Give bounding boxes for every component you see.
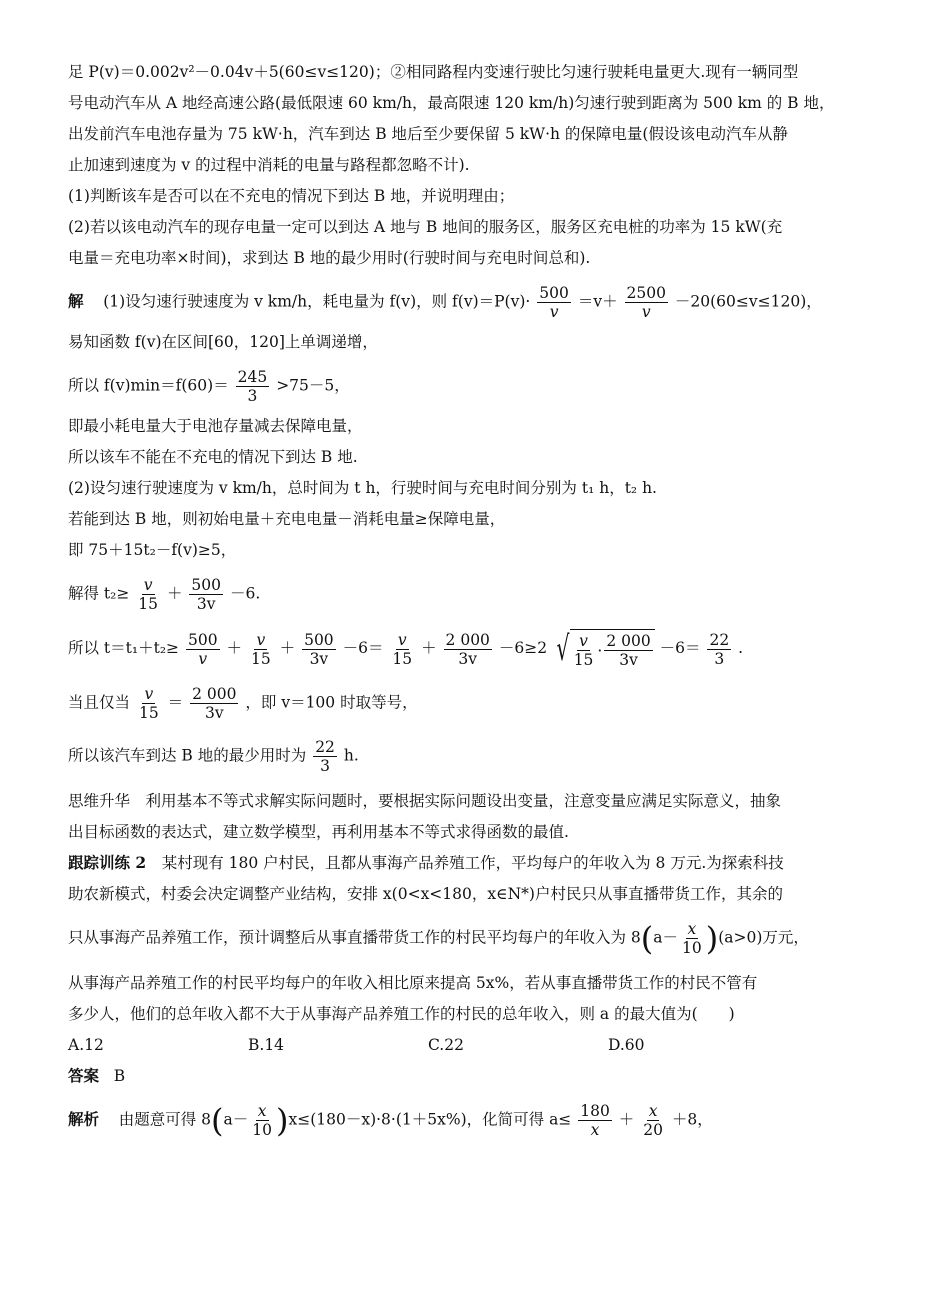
exercise-line-4: 从事海产品养殖工作的村民平均每户的年收入相比原来提高 5x%，若从事直播带货工作的村民不管有 [68,974,758,992]
square-root: √ $\frac{v}{15}$ · $\frac{2 000}{3v}$ [552,629,655,669]
problem-line-2: 号电动汽车从 A 地经高速公路(最低限速 60 km/h，最高限速 120 km/h)匀速行驶到距离为 500 km 的 B 地， [68,94,835,112]
fraction: $\frac{500}{3v}$ [304,630,334,668]
problem-line-3: 出发前汽车电池存量为 75 kW·h，汽车到达 B 地后至少要保留 5 kW·h 的保障电量(假设该电动汽车从静 [68,125,788,143]
document-page [68,62,898,1139]
fraction: $\frac{v}{15}$ [138,576,159,613]
fraction: $\frac{v}{15}$ [392,630,413,668]
exercise-label: 跟踪训练 2 [68,853,147,872]
answer-line [68,1066,898,1086]
answer-label: 答案 [68,1066,100,1085]
solution-step-10: 所以 t＝t₁＋t₂≥ $\frac{500}{v}$ ＋ $\frac{v}{15}$ ＋ $\frac{500}{3v}$ －6＝ $\frac{v}{15}$ ＋ $\frac{2 000}{3v}$ －6≥2 √ $\frac{v}{15}$ · $\frac{2 000}{3v}$ －6＝ $\frac{22}{3}$ . [68,629,744,669]
fraction: $\frac{v}{15}$ [573,632,594,669]
fraction: $\frac{180}{x}$ [580,1102,610,1139]
solution-step-9: 解得 t₂≥ $\frac{v}{15}$ ＋ $\frac{500}{3v}$ －6. [68,576,261,613]
problem-line-4: 止加速到速度为 v 的过程中消耗的电量与路程都忽略不计). [68,156,470,174]
fraction: $\frac{245}{3}$ [237,368,268,405]
solution-step-6: (2)设匀速行驶速度为 v km/h，总时间为 t h，行驶时间与充电时间分别为 t₁ h，t₂ h. [68,479,657,497]
fraction: $\frac{500}{3v}$ [191,576,222,613]
option-c: C.22 [428,1036,464,1054]
answer-value: B [113,1067,126,1085]
analysis-label: 解析 [68,1109,100,1129]
problem-line-1: 足 P(v)＝0.002v²－0.04v＋5(60≤v≤120)；②相同路程内变速行驶比匀速行驶耗电量更大.现有一辆同型 [68,63,799,81]
fraction: $\frac{x}{20}$ [643,1102,663,1139]
exercise-line-3: 只从事海产品养殖工作，预计调整后从事直播带货工作的村民平均每户的年收入为 8(a－ $\frac{x}{10}$ )(a>0)万元， [68,919,809,958]
solution-step-11: 当且仅当 $\frac{v}{15}$ ＝ $\frac{2 000}{3v}$ ，即 v＝100 时取等号， [68,685,418,722]
solution-step-4: 即最小耗电量大于电池存量减去保障电量， [68,417,363,435]
solution-step-2: 易知函数 f(v)在区间[60，120]上单调递增， [68,333,378,351]
option-a: A.12 [68,1036,104,1054]
fraction: $\frac{2 000}{3v}$ [445,630,490,668]
exercise-line-5: 多少人，他们的总年收入都不大于从事海产品养殖工作的村民的总年收入，则 a 的最大值为( ) [68,1005,735,1023]
summary-line-2: 出目标函数的表达式，建立数学模型，再利用基本不等式求得函数的最值. [68,823,569,841]
solution-step-5: 所以该车不能在不充电的情况下到达 B 地. [68,448,358,466]
summary-line-1: 思维升华 利用基本不等式求解实际问题时，要根据实际问题设出变量，注意变量应满足实际意义，抽象 [68,792,782,810]
fraction: $\frac{v}{15}$ [138,685,159,722]
fraction: $\frac{500}{v}$ [187,630,218,668]
solution-step-8: 即 75＋15t₂－f(v)≥5， [68,541,237,559]
option-b: B.14 [248,1036,285,1054]
fraction: $\frac{500}{v}$ [539,284,569,321]
solution-step-1: 解 (1)设匀速行驶速度为 v km/h，耗电量为 f(v)，则 f(v)＝P(v)· $\frac{500}{v}$ ＝v＋ $\frac{2500}{v}$ －20(60≤v≤120)， [68,284,822,321]
fraction: $\frac{2 000}{3v}$ [606,632,651,669]
question-2-line-2: 电量＝充电功率×时间)，求到达 B 地的最少用时(行驶时间与充电时间总和). [68,249,591,267]
fraction: $\frac{22}{3}$ [709,630,730,668]
solution-step-3: 所以 f(v)min＝f(60)＝ $\frac{245}{3}$ >75－5， [68,368,350,405]
fraction: $\frac{22}{3}$ [315,738,335,775]
fraction: $\frac{2 000}{3v}$ [192,685,237,722]
solution-step-12: 所以该汽车到达 B 地的最少用时为 $\frac{22}{3}$ h. [68,738,359,775]
question-1: (1)判断该车是否可以在不充电的情况下到达 B 地，并说明理由； [68,187,515,205]
question-2-line-1: (2)若以该电动汽车的现存电量一定可以到达 A 地与 B 地间的服务区，服务区充电桩的功率为 15 kW(充 [68,218,783,236]
answer-options [68,1035,898,1055]
fraction: $\frac{2500}{v}$ [626,284,666,321]
exercise-line-1: 跟踪训练 2 某村现有 180 户村民，且都从事海产品养殖工作，平均每户的年收入为 8 万元.为探索科技 [68,853,784,872]
fraction: $\frac{x}{10}$ [252,1102,272,1139]
fraction: $\frac{x}{10}$ [682,920,702,957]
exercise-line-2: 助农新模式，村委会决定调整产业结构，安排 x(0<x<180，x∈N*)户村民只从事直播带货工作，其余的 [68,885,783,903]
option-d: D.60 [608,1036,645,1054]
fraction: $\frac{v}{15}$ [250,630,271,668]
solution-step-7: 若能到达 B 地，则初始电量＋充电电量－消耗电量≥保障电量， [68,510,506,528]
solution-label: 解 [68,291,84,311]
analysis-line: 解析 由题意可得 8(a－ $\frac{x}{10}$ )x≤(180－x)·8·(1＋5x%)，化简可得 a≤ $\frac{180}{x}$ ＋ $\frac{x}{20}$ ＋8， [68,1101,713,1140]
